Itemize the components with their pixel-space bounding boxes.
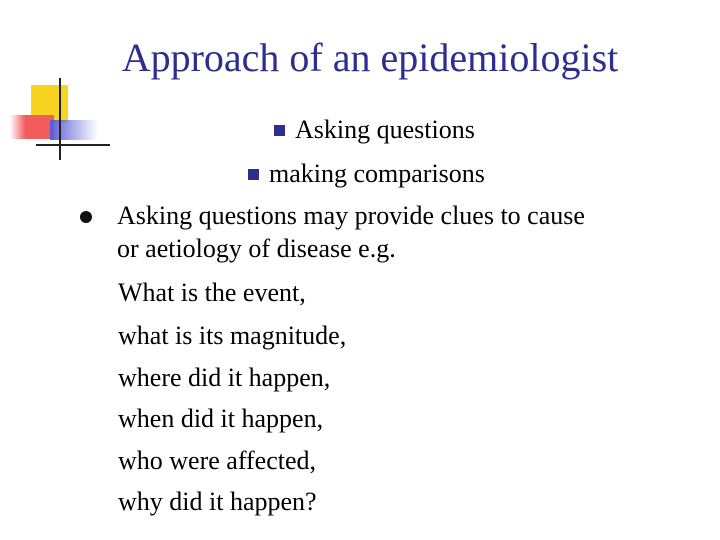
question-line: why did it happen? <box>118 487 317 516</box>
sub-bullet-item <box>274 115 475 145</box>
sub-bullet-item <box>248 159 485 189</box>
main-bullet-line: or aetiology of disease e.g. <box>117 234 396 263</box>
sub-bullet-text: Asking questions <box>295 115 475 144</box>
deco-blue-bar <box>50 120 98 140</box>
deco-red-bar <box>10 115 54 139</box>
decorative-corner-graphic <box>0 0 110 170</box>
round-bullet-icon <box>80 211 92 223</box>
slide-title: Approach of an epidemiologist <box>121 35 619 80</box>
question-line: who were affected, <box>118 446 317 475</box>
square-bullet-icon <box>274 125 285 136</box>
square-bullet-icon <box>248 169 259 180</box>
sub-bullet-text: making comparisons <box>269 159 485 188</box>
question-line: What is the event, <box>118 278 306 307</box>
question-line: what is its magnitude, <box>118 321 347 350</box>
question-line: when did it happen, <box>118 404 324 433</box>
question-line: where did it happen, <box>118 363 331 392</box>
main-bullet-line: Asking questions may provide clues to cause <box>117 201 585 230</box>
